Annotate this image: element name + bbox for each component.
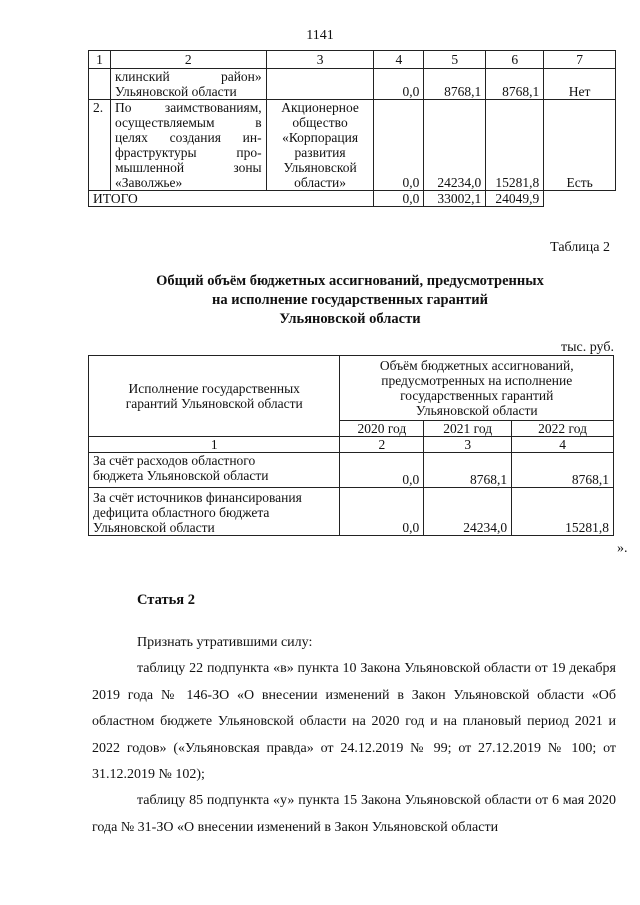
cell-line: бюджета Ульяновской области: [93, 468, 269, 483]
table-cell: [266, 100, 374, 191]
cell-line: мышленной зоны: [114, 160, 262, 175]
header-line: Исполнение государственных: [128, 381, 300, 396]
row-label: [89, 453, 340, 488]
cell-line: «Заволжье»: [114, 175, 183, 190]
table-cell: 15281,8: [486, 100, 544, 191]
title-line: на исполнение государственных гарантий: [212, 292, 488, 308]
table-cell: 8768,1: [486, 69, 544, 100]
cell-line: дефицита областного бюджета: [93, 505, 270, 520]
table-row: [89, 69, 616, 100]
table-cell: 0,0: [340, 488, 424, 536]
header-line: предусмотренных на исполнение: [381, 373, 573, 388]
table-cell: 0,0: [374, 191, 424, 207]
header-line: Объём бюджетных ассигнований,: [379, 358, 574, 373]
column-header: [89, 356, 340, 437]
cell-line: За счёт источников финансирования: [93, 490, 302, 505]
cell-line: области»: [294, 175, 346, 190]
table2-number-row: [89, 437, 614, 453]
table-cell: 15281,8: [512, 488, 614, 536]
units-label: тыс. руб.: [561, 340, 614, 355]
title-line: Ульяновской области: [279, 311, 421, 327]
table-total-row: [89, 191, 616, 207]
table-cell: 8768,1: [424, 69, 486, 100]
article-heading: Статья 2: [137, 592, 195, 608]
table-cell: [110, 69, 266, 100]
header-line: Ульяновской области: [415, 403, 538, 418]
cell-line: Ульяновской области: [114, 84, 237, 99]
table-row: [89, 488, 614, 536]
table-caption: Таблица 2: [550, 240, 610, 255]
table-cell: 0,0: [374, 69, 424, 100]
cell-line: целях создания ин-: [114, 130, 262, 145]
table-cell: Нет: [544, 69, 616, 100]
table1-col-number: 1: [89, 51, 111, 69]
table-cell: [110, 100, 266, 191]
table-row: [89, 453, 614, 488]
year-header: 2022 год: [512, 421, 614, 437]
paragraph: таблицу 22 подпункта «в» пункта 10 Закона Ульяновской области от 19 декабря 2019 года № 146-ЗО «О внесении изменений в Закон Ульяновской области «Об областном бюджете Ульяновской области на 2020 год и на плановый период 2021 и 2022 годов» («Ульяновская правда» от 24.12.2019 № 99; от 27.12.2019 № 100; от 31.12.2019 № 102);: [92, 661, 616, 782]
cell-line: «Корпорация: [282, 130, 359, 145]
table1-header-row: [89, 51, 616, 69]
header-line: государственных гарантий: [400, 388, 554, 403]
group-header: [340, 356, 614, 421]
table-cell: 33002,1: [424, 191, 486, 207]
table-cell: 8768,1: [424, 453, 512, 488]
table2-header-row: [89, 356, 614, 421]
cell-line: Ульяновской: [283, 160, 357, 175]
column-number: 3: [424, 437, 512, 453]
page-number: 1141: [306, 28, 334, 43]
table1-col-number: 2: [110, 51, 266, 69]
table-cell: [266, 69, 374, 100]
column-number: 1: [89, 437, 340, 453]
cell-line: общество: [292, 115, 348, 130]
cell-line: развития: [294, 145, 346, 160]
cell-line: клинский район»: [114, 69, 262, 84]
table-title: [0, 272, 640, 329]
table1-col-number: 5: [424, 51, 486, 69]
cell-line: осуществляемым в: [114, 115, 262, 130]
table1-col-number: 6: [486, 51, 544, 69]
cell-line: фраструктуры про-: [114, 145, 262, 160]
cell-line: Ульяновской области: [93, 520, 215, 535]
table-cell: 24049,9: [486, 191, 544, 207]
paragraph: Признать утратившими силу:: [137, 635, 313, 650]
cell-line: Акционерное: [281, 100, 359, 115]
table-cell: 24234,0: [424, 488, 512, 536]
closing-quote: ».: [617, 541, 628, 556]
table-cell: 8768,1: [512, 453, 614, 488]
cell-line: За счёт расходов областного: [93, 453, 256, 468]
table-cell: 24234,0: [424, 100, 486, 191]
title-line: Общий объём бюджетных ассигнований, предусмотренных: [156, 273, 544, 289]
table-cell: 0,0: [340, 453, 424, 488]
year-header: 2021 год: [424, 421, 512, 437]
table1-col-number: 3: [266, 51, 374, 69]
paragraph: таблицу 85 подпункта «у» пункта 15 Закона Ульяновской области от 6 мая 2020 года № 31-ЗО «О внесении изменений в Закон Ульяновской области: [92, 793, 616, 835]
guarantees-table-continuation: [88, 50, 616, 207]
table-cell: 0,0: [374, 100, 424, 191]
table-row: [89, 100, 616, 191]
total-label: ИТОГО: [89, 191, 374, 207]
table-cell: Есть: [544, 100, 616, 191]
header-line: гарантий Ульяновской области: [125, 396, 303, 411]
table-cell: 2.: [89, 100, 111, 191]
column-number: 4: [512, 437, 614, 453]
table1-col-number: 4: [374, 51, 424, 69]
column-number: 2: [340, 437, 424, 453]
table1-col-number: 7: [544, 51, 616, 69]
table-cell: [544, 191, 616, 207]
cell-line: По заимствованиям,: [114, 100, 262, 115]
budget-allocations-table: [88, 355, 614, 536]
row-label: [89, 488, 340, 536]
table-cell: [89, 69, 111, 100]
year-header: 2020 год: [340, 421, 424, 437]
